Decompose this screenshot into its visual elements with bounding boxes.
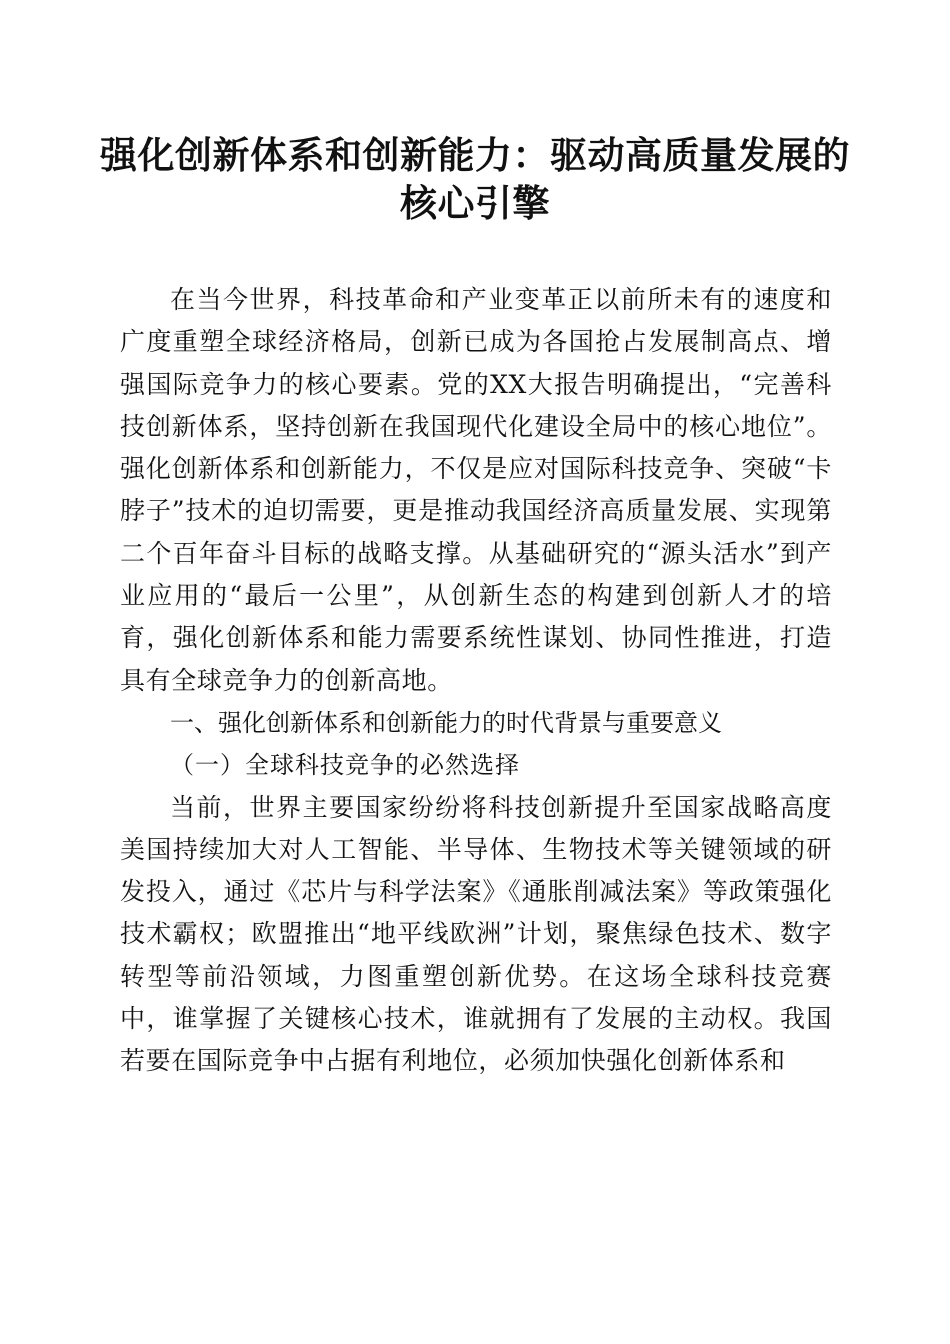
document-body <box>120 279 832 1083</box>
document-title <box>100 132 850 228</box>
title-line-1: 强化创新体系和创新能力：驱动高质量发展的 <box>100 134 850 177</box>
intro-paragraph: 在当今世界，科技革命和产业变革正以前所未有的速度和广度重塑全球经济格局，创新已成为各国抢占发展制高点、增强国际竞争力的核心要素。党的XX大报告明确提出，“完善科技创新体系，坚持创新在我国现代化建设全局中的核心地位”。强化创新体系和创新能力，不仅是应对国际科技竞争、突破“卡脖子”技术的迫切需要，更是推动我国经济高质量发展、实现第二个百年奋斗目标的战略支撑。从基础研究的“源头活水”到产业应用的“最后一公里”，从创新生态的构建到创新人才的培育，强化创新体系和能力需要系统性谋划、协同性推进，打造具有全球竞争力的创新高地。 <box>120 285 832 695</box>
section-paragraph-1: 当前，世界主要国家纷纷将科技创新提升至国家战略高度美国持续加大对人工智能、半导体、生物技术等关键领域的研发投入，通过《芯片与科学法案》《通胀削减法案》等政策强化技术霸权；欧盟推出“地平线欧洲”计划，聚焦绿色技术、数字转型等前沿领域，力图重塑创新优势。在这场全球科技竞赛中，谁掌握了关键核心技术，谁就拥有了发展的主动权。我国若要在国际竞争中占据有利地位，必须加快强化创新体系和 <box>120 792 832 1076</box>
section-heading-1: 一、强化创新体系和创新能力的时代背景与重要意义 <box>170 708 722 737</box>
subsection-heading-1: （一）全球科技竞争的必然选择 <box>170 751 520 780</box>
title-line-2: 核心引擎 <box>400 182 550 225</box>
